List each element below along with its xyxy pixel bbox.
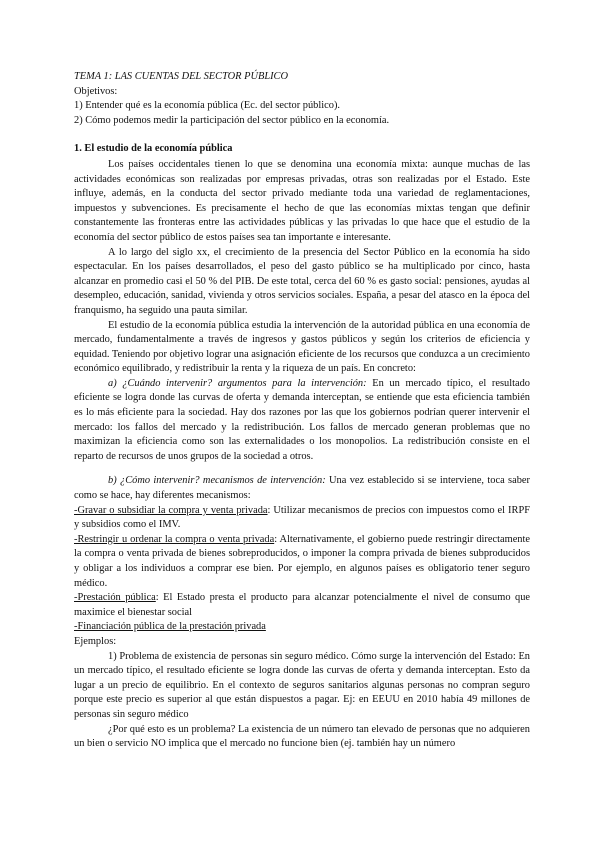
paragraph-growth: A lo largo del siglo xx, el crecimiento de la presencia del Sector Público en la economía ha sido espectacular. En los países desarrollados, el peso del gasto público se ha multiplicado por cinco, hasta alcanzar en promedio casi el 50 % del PIB. De este total, cerca del 60 % es gasto social: pensiones, ayudas al desempleo, educación, sanidad, vivienda y otros servicios sociales. España, a pesar del atasco en la época del franquismo, ha seguido una pauta similar. <box>74 246 530 316</box>
mechanism-text: : Utilizar mecanismos de precios con impuestos como el IRPF y subsidios como el IMV. <box>74 504 530 531</box>
mechanism-public-provision <box>74 591 530 620</box>
spacer <box>74 128 530 142</box>
point-b-label: b) ¿Cómo intervenir? mecanismos de intervención: <box>108 475 326 487</box>
mechanism-text: : Alternativamente, el gobierno puede restringir directamente la compra o venta privada de bienes sobreproducidos, o imponer la compra privada de bienes subproducidos y obligar a los individuos a comprar ese bien. Por ejemplo, en algunos países es obligatorio tener seguro médico. <box>74 533 531 589</box>
mechanism-label: -Financiación pública de la prestación privada <box>74 621 266 633</box>
mechanism-label: -Restringir u ordenar la compra o venta privada <box>74 533 275 545</box>
mechanism-tax-subsidy <box>74 504 530 533</box>
objective-item-1: 1) Entender qué es la economía pública (Ec. del sector público). <box>74 100 341 112</box>
point-a <box>74 377 530 465</box>
document-title: TEMA 1: LAS CUENTAS DEL SECTOR PÚBLICO <box>74 71 288 82</box>
mechanism-text: : El Estado presta el producto para alcanzar potencialmente el nivel de consumo que maximice el bienestar social <box>74 592 530 618</box>
point-a-label: a) ¿Cuándo intervenir? argumentos para la intervención: <box>108 377 367 389</box>
paragraph-study: El estudio de la economía pública estudia la intervención de la autoridad pública en una economía de mercado, fundamentalmente a través de ingresos y gastos públicos y según los criterios de eficiencia y equidad. Teniendo por objetivo lograr una asignación eficiente de los recursos que conduzca a un crecimiento económico equilibrado, y redistribuir la renta y la riqueza de un país. En concreto: <box>74 319 530 375</box>
examples-label: Ejemplos: <box>74 635 117 647</box>
paragraph-mixed-economy: Los países occidentales tienen lo que se denomina una economía mixta: aunque muchas de las actividades económicas son realizadas por empresas privadas, otras son realizadas por el Estado. Este influye, además, en la conducta del sector privado mediante toda una variedad de reglamentaciones, impuestos y subvenciones. Es precisamente el hecho de que las economías mixtas tengan que definir constantemente las fronteras entre las actividades públicas y las privadas lo que hace que el estudio de la economía del sector público de estos países sea tan importante e interesante. <box>74 158 530 243</box>
point-b-text: Una vez establecido si se interviene, toca saber como se hace, hay diferentes mecanismos: <box>74 475 530 502</box>
mechanism-public-financing <box>74 620 530 635</box>
document-page <box>74 70 530 752</box>
objective-item-2: 2) Cómo podemos medir la participación del sector público en la economía. <box>74 114 390 126</box>
point-b <box>74 474 530 503</box>
point-a-text: En un mercado típico, el resultado eficiente se logra donde las curvas de oferta y demanda interceptan, se entiende que esta eficiencia también es lo más eficiente para la sociedad. Hay dos razones por las que los gobiernos podrían querer intervenir el mercado: los fallos del mercado y la redistribución. Los fallos de mercado generan problemas que no maximizan la eficiencia como son las externalidades o los monopolios. La redistribución consiste en el reparto de recursos de unos grupos de la sociedad a otros. <box>74 377 530 462</box>
mechanism-label: -Gravar o subsidiar la compra y venta privada <box>74 504 268 516</box>
example-1: 1) Problema de existencia de personas sin seguro médico. Cómo surge la intervención del Estado: En un mercado típico, el resultado eficiente se logra donde las curvas de oferta y demanda interceptan. Esto da lugar a un precio de equilibrio. En el contexto de seguros sanitarios algunas personas no compran seguro porque este precio es superior al que están dispuestos a pagar. Ej: en EEUU en 2010 había 49 millones de personas sin seguro médico <box>74 650 530 720</box>
mechanism-label: -Prestación pública <box>74 592 156 604</box>
mechanism-restrict <box>74 533 530 591</box>
objectives-label: Objetivos: <box>74 85 118 97</box>
spacer <box>74 464 530 474</box>
section-heading: 1. El estudio de la economía pública <box>74 143 233 155</box>
example-2: ¿Por qué esto es un problema? La existencia de un número tan elevado de personas que no adquieren un bien o servicio NO implica que el mercado no funcione bien (ej. también hay un número <box>74 723 530 750</box>
